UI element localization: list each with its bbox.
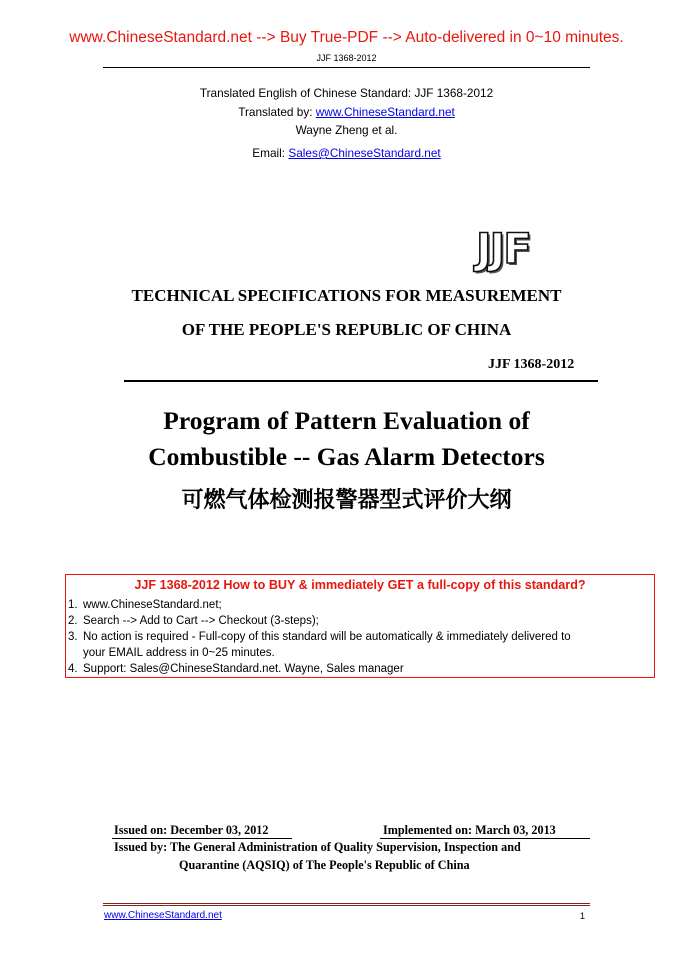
translator-names: Wayne Zheng et al. [295,123,398,137]
step-text: your EMAIL address in 0~25 minutes. [83,647,275,659]
step-number: 1. [68,599,78,611]
buy-box-heading: JJF 1368-2012 How to BUY & immediately GET a full-copy of this standard? [134,578,586,592]
top-banner[interactable]: www.ChineseStandard.net --> Buy True-PDF --> Auto-delivered in 0~10 minutes. [69,29,624,46]
buy-step [68,661,571,677]
issued-on-underline [112,838,292,839]
step-number: 4. [68,663,78,675]
step-text: No action is required - Full-copy of this standard will be automatically & immediately delivered to [83,631,571,643]
translated-by-line [0,105,693,119]
buy-steps-list [68,597,571,677]
step-text[interactable]: www.ChineseStandard.net; [83,599,222,611]
chinese-title: 可燃气体检测报警器型式评价大纲 [181,488,512,513]
buy-step [68,597,571,613]
step-text[interactable]: Support: Sales@ChineseStandard.net. Wayne, Sales manager [83,663,404,675]
step-text: Search --> Add to Cart --> Checkout (3-steps); [83,615,319,627]
running-header: JJF 1368-2012 [316,53,377,63]
translator-link[interactable]: www.ChineseStandard.net [315,105,455,119]
buy-step-continuation [68,645,571,661]
heading-line-2: OF THE PEOPLE'S REPUBLIC OF CHINA [181,320,512,339]
implemented-on: Implemented on: March 03, 2013 [383,823,556,837]
jjf-logo: JJF [476,224,530,273]
page-number: 1 [580,911,586,921]
title-line-2: Combustible -- Gas Alarm Detectors [148,442,545,471]
email-label: Email: [252,146,289,160]
translation-line: Translated English of Chinese Standard: JJF 1368-2012 [199,86,494,100]
title-line-1: Program of Pattern Evaluation of [163,406,530,435]
footer-rule [103,903,590,906]
step-number: 2. [68,615,78,627]
title-rule [124,380,598,382]
translated-by-label: Translated by: [238,105,316,119]
buy-step [68,613,571,629]
header-rule [103,67,590,68]
email-line [0,146,693,160]
issued-on: Issued on: December 03, 2012 [114,823,269,837]
issued-by-line-2: Quarantine (AQSIQ) of The People's Republic of China [179,858,470,872]
heading-line-1: TECHNICAL SPECIFICATIONS FOR MEASUREMENT [131,286,562,305]
step-number: 3. [68,631,78,643]
standard-number: JJF 1368-2012 [488,357,575,372]
footer-link[interactable]: www.ChineseStandard.net [104,910,222,921]
email-link[interactable]: Sales@ChineseStandard.net [288,146,441,160]
implemented-on-underline [380,838,590,839]
buy-box [65,574,655,678]
buy-step [68,629,571,645]
issued-by-line-1: Issued by: The General Administration of Quality Supervision, Inspection and [114,840,521,854]
